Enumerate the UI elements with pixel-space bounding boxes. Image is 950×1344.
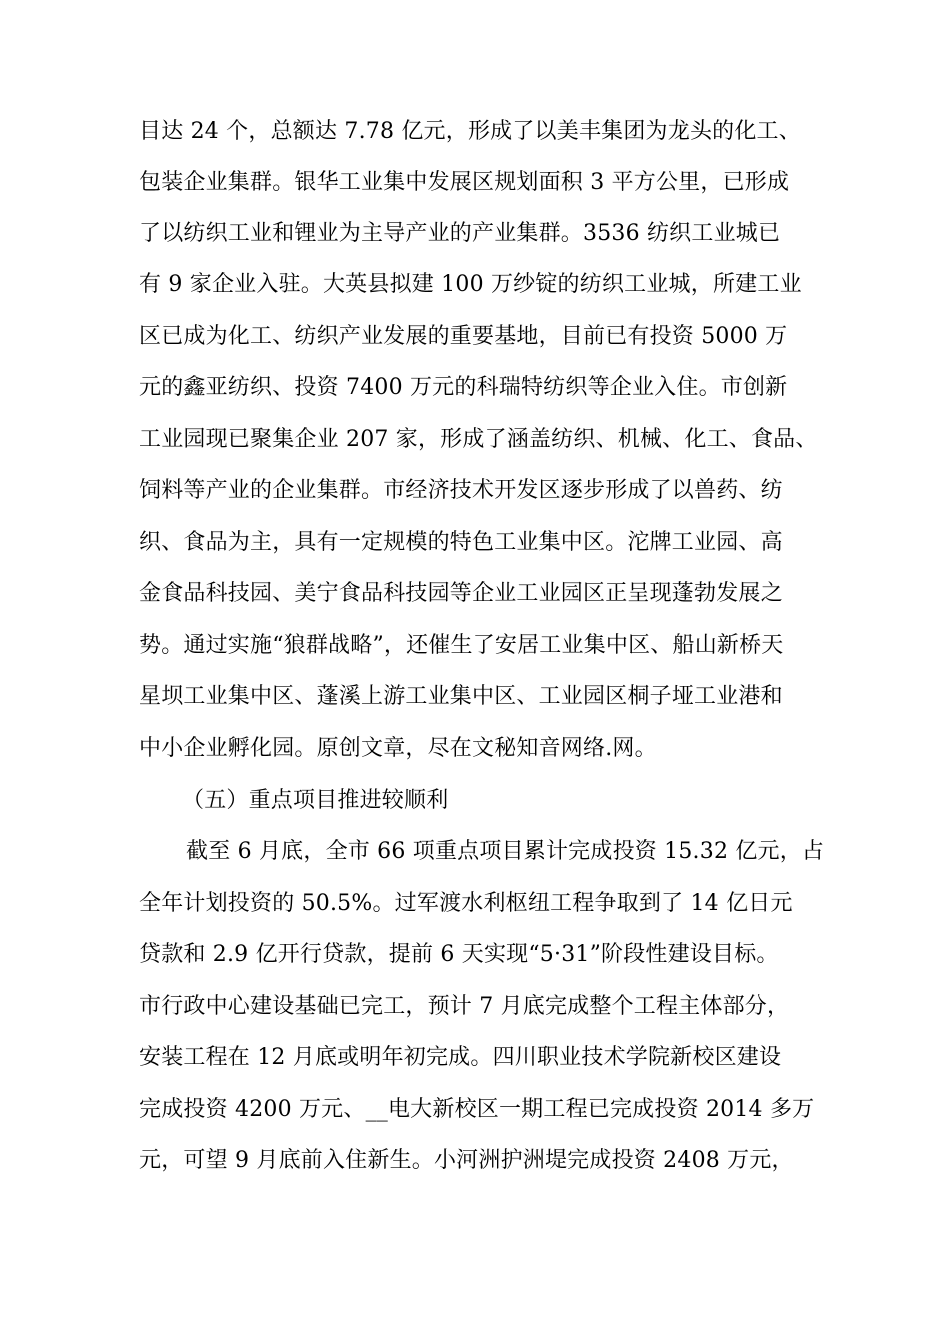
body-text-line: 有 9 家企业入驻。大英县拟建 100 万纱锭的纺织工业城，所建工业 — [139, 272, 802, 297]
body-text-line: 截至 6 月底，全市 66 项重点项目累计完成投资 15.32 亿元，占 — [186, 839, 825, 864]
body-text-line: 包装企业集群。银华工业集中发展区规划面积 3 平方公里，已形成 — [139, 170, 790, 195]
body-text-line: 元，可望 9 月底前入住新生。小河洲护洲堤完成投资 2408 万元， — [139, 1148, 794, 1173]
body-text-line: 势。通过实施“狼群战略”，还催生了安居工业集中区、船山新桥天 — [139, 633, 784, 658]
body-text-line: 安装工程在 12 月底或明年初完成。四川职业技术学院新校区建设 — [139, 1045, 782, 1070]
body-text-line: 工业园现已聚集企业 207 家，形成了涵盖纺织、机械、化工、食品、 — [139, 427, 818, 452]
body-text-line: 元的鑫亚纺织、投资 7400 万元的科瑞特纺织等企业入住。市创新 — [139, 375, 788, 400]
body-text-line: 区已成为化工、纺织产业发展的重要基地，目前已有投资 5000 万 — [139, 324, 788, 349]
body-text-line: 市行政中心建设基础已完工，预计 7 月底完成整个工程主体部分， — [139, 994, 790, 1019]
body-text-line: 星坝工业集中区、蓬溪上游工业集中区、工业园区桐子垭工业港和 — [139, 684, 783, 709]
body-text-line: 饲料等产业的企业集群。市经济技术开发区逐步形成了以兽药、纺 — [139, 478, 783, 503]
body-text-line: 目达 24 个，总额达 7.78 亿元，形成了以美丰集团为龙头的化工、 — [139, 119, 801, 144]
body-text-line: 了以纺织工业和锂业为主导产业的产业集群。3536 纺织工业城已 — [139, 221, 781, 246]
body-text-line: 全年计划投资的 50.5%。过军渡水利枢纽工程争取到了 14 亿日元 — [139, 891, 793, 916]
section-heading: （五）重点项目推进较顺利 — [182, 788, 449, 813]
body-text-line: 完成投资 4200 万元、__电大新校区一期工程已完成投资 2014 多万 — [139, 1097, 815, 1122]
body-text-line: 织、食品为主，具有一定规模的特色工业集中区。沱牌工业园、高 — [139, 530, 783, 555]
body-text-line: 金食品科技园、美宁食品科技园等企业工业园区正呈现蓬勃发展之 — [139, 581, 783, 606]
body-text-line: 贷款和 2.9 亿开行贷款，提前 6 天实现“5·31”阶段性建设目标。 — [139, 942, 779, 967]
body-text-line: 中小企业孵化园。原创文章，尽在文秘知音网络.网。 — [139, 736, 657, 761]
